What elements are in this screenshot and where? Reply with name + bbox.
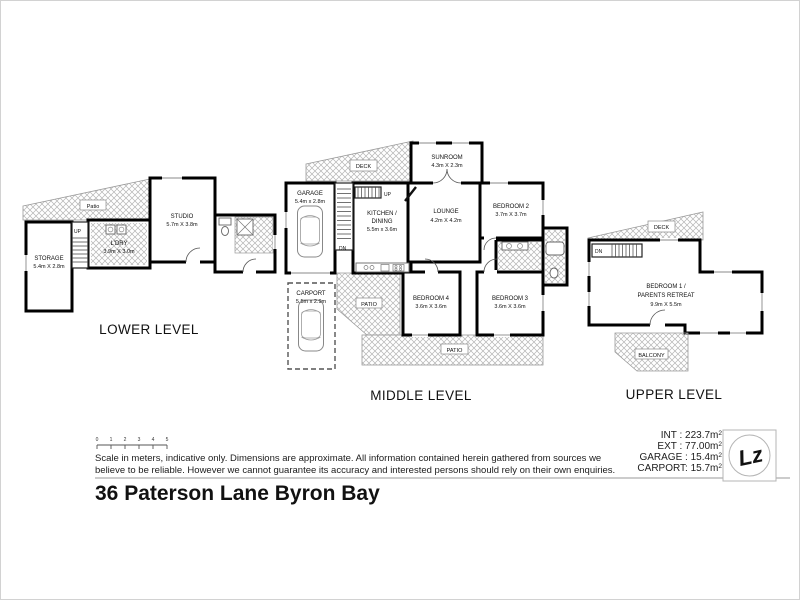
patio-bottom-label: PATIO (446, 348, 463, 354)
vanity-icon (219, 218, 231, 225)
lower-patio-area (23, 179, 150, 220)
middle-stairwell (335, 183, 353, 252)
stairs-up-label: UP (384, 192, 391, 198)
room-dims-laundry: 3.9m X 3.0m (103, 249, 135, 255)
room-label-lounge: LOUNGE (433, 209, 459, 215)
door-gap (650, 323, 665, 327)
door-gap (484, 270, 497, 274)
room-bedroom2 (480, 183, 543, 238)
room-label-carport: CARPORT (296, 291, 326, 297)
room-studio (150, 178, 215, 262)
room-label-bedroom2: BEDROOM 2 (492, 204, 530, 210)
middle-level-plan (284, 141, 567, 403)
lz-logo-icon (723, 430, 776, 481)
upper-stairs-dn (592, 244, 642, 257)
car-icon (299, 300, 324, 351)
middle-level-caption: MIDDLE LEVEL (370, 388, 472, 403)
room-dims-kitchen: 5.5m x 3.6m (366, 227, 398, 233)
room-dims-sunroom: 4.3m X 2.3m (431, 163, 463, 169)
stairs-dn-label: DN (595, 249, 603, 255)
dryer-icon (117, 225, 126, 234)
room-dims-storage: 5.4m X 2.8m (33, 264, 65, 270)
room-label-studio: STUDIO (170, 214, 194, 220)
room-dims-bedroom3: 3.6m X 3.6m (494, 304, 526, 310)
area-garage: GARAGE : $15.4m^2$ (639, 452, 722, 463)
scale-tick-0: 0 (95, 437, 99, 443)
room-label-storage: STORAGE (34, 256, 64, 262)
scale-tick-5: 5 (165, 437, 169, 443)
area-ext: EXT : $77.00m^2$ (657, 441, 722, 452)
room-dims-lounge: 4.2m X 4.2m (430, 218, 462, 224)
scale-tick-2: 2 (123, 437, 127, 443)
door-gap (243, 270, 256, 274)
area-carport: CARPORT: $15.7m^2$ (637, 463, 722, 474)
disclaimer-line2: believe to be reliable. However we cannot guarantee its accuracy and interested persons should rely on their own enquiries. (95, 465, 616, 476)
room-label-bedroom4: BEDROOM 4 (412, 296, 450, 302)
door-gap (433, 181, 461, 185)
room-dims-bedroom4: 3.6m X 3.6m (415, 304, 447, 310)
lower-level-caption: LOWER LEVEL (99, 322, 199, 337)
room-dims-carport: 5.5m x 2.9m (295, 299, 327, 305)
scale-bar (96, 437, 169, 449)
disclaimer-line1: Scale in meters, indicative only. Dimensions are approximate. All information contained herein gathered from sources we (95, 453, 602, 464)
room-label-bedroom3: BEDROOM 3 (491, 296, 529, 302)
room-label-laundry: L'DRY (110, 241, 128, 247)
scale-tick-3: 3 (137, 437, 141, 443)
lower-stairs-up (72, 222, 88, 268)
room-dims-bedroom2: 3.7m X 3.7m (495, 212, 527, 218)
patio-left-label: PATIO (361, 302, 377, 308)
toilet-icon (550, 268, 558, 278)
door-gap (186, 260, 200, 264)
scale-tick-4: 4 (151, 437, 155, 443)
stair-treads (358, 187, 379, 198)
ensuite-vanity-icon (502, 242, 528, 250)
room-label-garage: GARAGE (297, 191, 323, 197)
stairs-dn-label: DN (339, 246, 347, 252)
toilet-icon (222, 227, 229, 236)
area-summary (637, 430, 722, 474)
upper-deck-area (588, 212, 703, 240)
upper-deck-label: DECK (653, 225, 670, 231)
balcony-label: BALCONY (638, 353, 665, 359)
room-dims-studio: 5.7m X 3.8m (166, 222, 198, 228)
lower-level-plan (23, 176, 277, 337)
scale-tick-1: 1 (109, 437, 113, 443)
room-dims-garage: 5.4m x 2.8m (294, 199, 326, 205)
area-int: INT : $223.7m^2$ (660, 430, 722, 441)
room-dims-bedroom1: 9.9m X 5.5m (650, 302, 682, 308)
upper-level-plan (587, 212, 764, 402)
address-title: 36 Paterson Lane Byron Bay (95, 482, 380, 505)
bathtub-icon (546, 242, 564, 255)
room-label-bedroom1b: PARENTS RETREAT (637, 293, 695, 299)
stair-flight (355, 187, 381, 198)
door-gap (425, 270, 438, 274)
room-label-sunroom: SUNROOM (431, 155, 463, 161)
logo-letters: Lz (735, 441, 766, 471)
room-label-kitchen1: KITCHEN / (367, 211, 397, 217)
room-label-kitchen2: DINING (371, 219, 393, 225)
washer-icon (106, 225, 115, 234)
lower-patio-label: Patio (86, 204, 100, 210)
stairs-up-label: UP (74, 229, 81, 235)
scale-ruler (97, 445, 167, 449)
deck-label: DECK (355, 164, 372, 170)
car-icon (298, 206, 323, 257)
room-label-bedroom1a: BEDROOM 1 / (646, 284, 686, 290)
stairwell (335, 183, 353, 250)
upper-level-caption: UPPER LEVEL (625, 387, 723, 402)
